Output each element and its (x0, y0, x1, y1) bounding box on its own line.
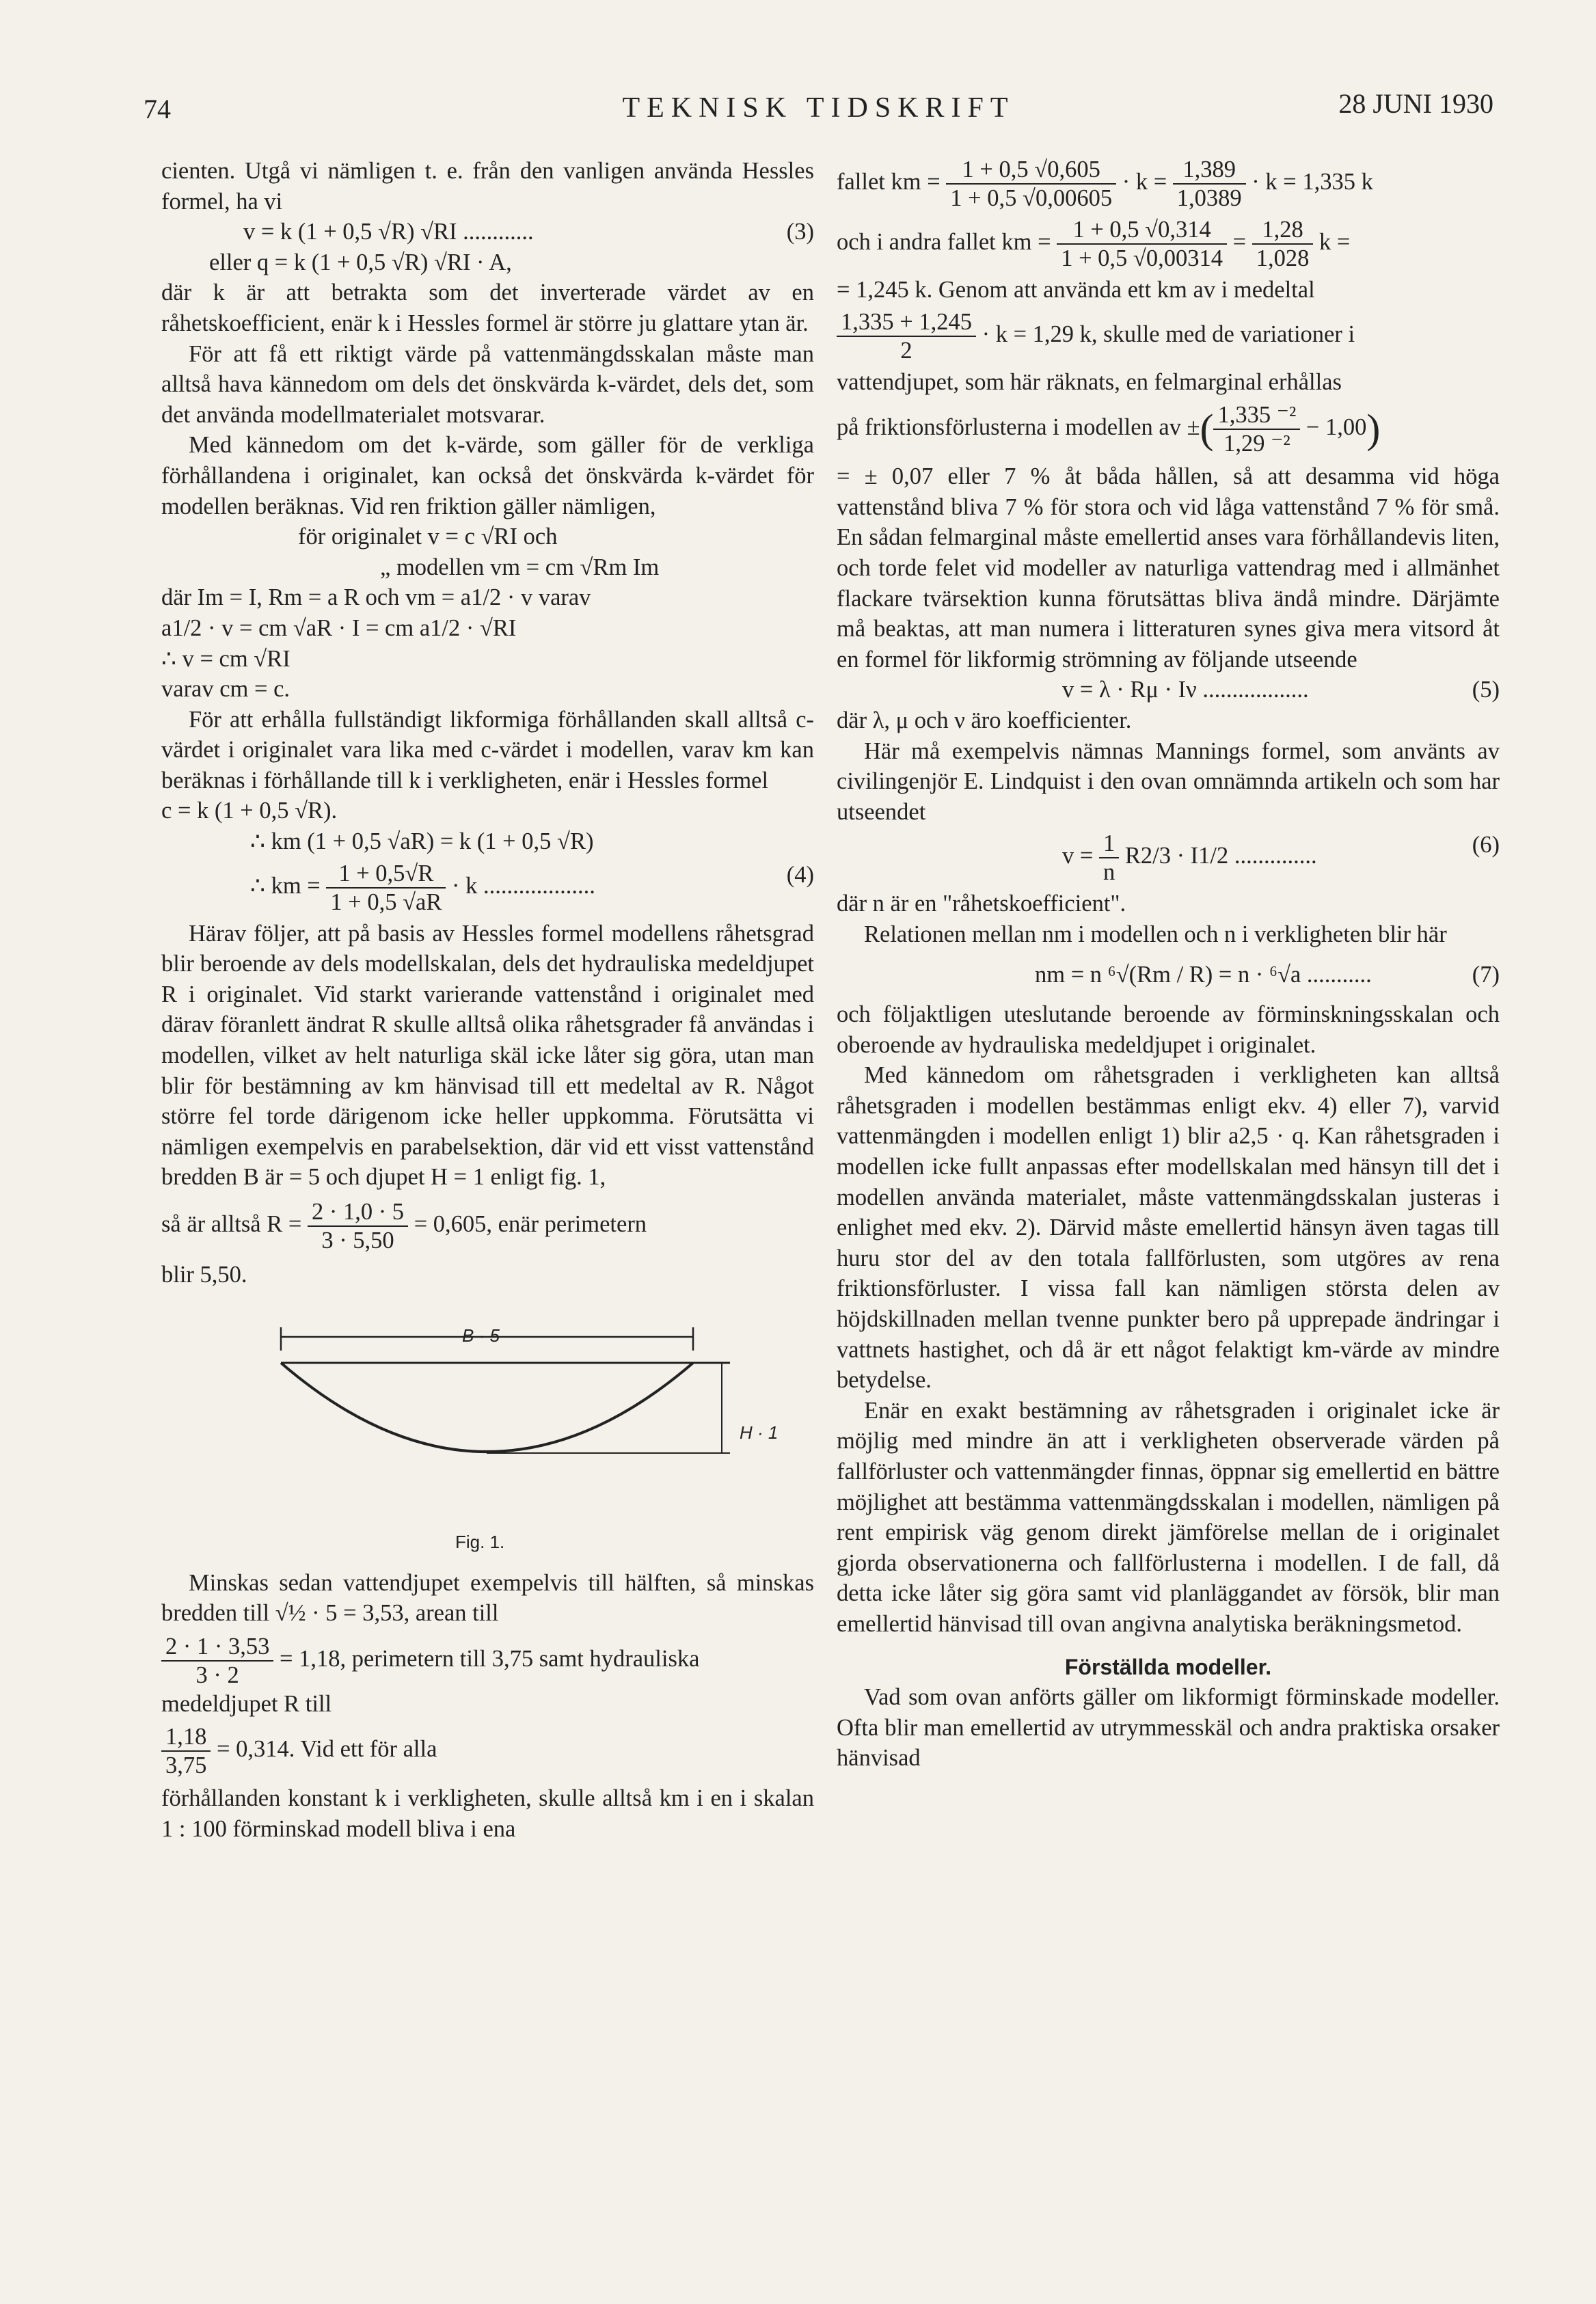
equation-number: (5) (1472, 677, 1500, 703)
paragraph: och följaktligen uteslutande beroende av förminskningsskalan och oberoende av hydrauliska medeldjupet i originalet. (837, 1001, 1500, 1058)
equation-6: v = $\frac{1}{n}$ R2/3 · I1/2 .............. (6) (1062, 830, 1500, 886)
equation-text: ∴ km = (250, 872, 321, 899)
equation-f: varav cm = c. (161, 676, 290, 703)
fraction (1057, 216, 1227, 272)
depth-label: H · 1 (740, 1422, 779, 1443)
paragraph: Relationen mellan nm i modellen och n i verkligheten blir här (864, 921, 1447, 947)
equation-text: − 1,00 (1306, 414, 1367, 441)
equation-area (161, 1633, 814, 1720)
paragraph: där k är att betrakta som det inverterade värdet av en råhetskoefficient, enär k i Hessles formel är större ju glattare ytan är. (161, 280, 814, 336)
equation-text: nm = n ⁶√(Rm / R) = n · ⁶√a (1035, 961, 1301, 988)
equation-text: v = k (1 + 0,5 √R) √RI (243, 219, 457, 245)
equation-text: v = λ · Rμ · Iν (1062, 677, 1197, 703)
paragraph: För att erhålla fullständigt likformiga förhållanden skall alltså c-värdet i originalet vara lika med c-värdet i modellen, varav km kan beräknas i förhållande till k i verkligheten, enär i Hessles formel (161, 706, 814, 794)
fraction (1173, 156, 1246, 212)
denominator: 1,0389 (1176, 185, 1242, 211)
equation-r (161, 1198, 814, 1254)
equation-text: eller q = k (1 + 0,5 √R) √RI · A, (209, 249, 512, 275)
equation-text: = 1,18, perimetern till 3,75 samt hydrauliska medeldjupet R till (161, 1645, 700, 1717)
paragraph: Härav följer, att på basis av Hessles formel modellens råhetsgrad blir beroende av dels modellskalan, dels det hydrauliska medeldjupet R i originalet. Vid starkt varierande vattenstånd i originalet med därav föranlett ändrat R skulle alltså olika råhetsgrader få användas i modellen, vilket av helt naturliga skäl icke låter sig göra, utan man blir för bestämning av km hänvisad till ett medeltal av R. Något större fel torde därigenom icke heller uppkomma. Förutsätta vi nämligen exempelvis en parabelsektion, där vid ett visst vattenstånd bredden B är = 5 och djupet H = 1 enligt fig. 1, (161, 920, 814, 1191)
denominator: n (1103, 859, 1115, 886)
fraction (308, 1198, 408, 1254)
fraction (161, 1723, 211, 1779)
numerator: 2 · 1 · 3,53 (161, 1633, 273, 1662)
equation-text: · k (451, 872, 478, 899)
equation-number: (7) (1472, 961, 1500, 988)
denominator: 2 (900, 337, 912, 364)
paragraph: cienten. Utgå vi nämligen t. e. från den vanligen använda Hessles formel, ha vi (161, 158, 814, 215)
equation-text: så är alltså R = (161, 1210, 302, 1237)
fraction (326, 860, 446, 916)
fraction (1213, 401, 1300, 457)
paragraph: förhållanden konstant k i verkligheten, skulle alltså km i en i skalan 1 : 100 förminskad modell bliva i ena (161, 1785, 814, 1842)
paragraph: vattendjupet, som här räknats, en felmarginal erhållas (837, 368, 1342, 395)
equation-c: där Im = I, Rm = a R och vm = a1/2 · v varav (161, 584, 591, 611)
equation-text: k = (1318, 228, 1351, 255)
paragraph: blir 5,50. (161, 1262, 247, 1288)
paragraph: Minskas sedan vattendjupet exempelvis till hälften, så minskas bredden till √½ · 5 = 3,53, arean till (161, 1569, 814, 1627)
equation-4: ∴ km = $\frac{1 + 0,5√R}{1 + 0,5 √aR}$ · k ................... (4) (250, 860, 814, 915)
issue-date: 28 JUNI 1930 (1338, 88, 1493, 119)
numerator: 1 (1099, 830, 1119, 858)
paragraph: För att få ett riktigt värde på vattenmängdsskalan måste man alltså hava kännedom om dels det önskvärda k-värdet, dels det, som det använda modellmaterialet motsvarar. (161, 340, 814, 428)
paragraph: där n är en "råhetskoefficient". (837, 891, 1126, 917)
denominator: 3 · 2 (195, 1662, 239, 1688)
equation-r1 (837, 156, 1500, 212)
fraction (161, 1633, 273, 1689)
equation-text: v = (1062, 843, 1094, 869)
numerator: 1,389 (1173, 156, 1246, 185)
numerator: 1 + 0,5 √0,314 (1057, 216, 1227, 245)
numerator: 1,28 (1252, 216, 1314, 245)
numerator: 1 + 0,5 √0,605 (946, 156, 1116, 185)
numerator: 2 · 1,0 · 5 (308, 1198, 408, 1227)
equation-text: och i andra fallet km = (837, 228, 1051, 255)
equation-text: fallet km = (837, 168, 941, 195)
equation-g: c = k (1 + 0,5 √R). (161, 798, 338, 824)
equation-text: = 0,605, enär perimetern (414, 1210, 647, 1237)
left-column (161, 156, 814, 1845)
paragraph: Med kännedom om råhetsgraden i verkligheten kan alltså råhetsgraden i modellen bestämmas enligt ekv. 4) eller 7), varvid vattenmängden i modellen enligt 1) blir a2,5 · q. Kan råhetsgraden i modellen icke fullt anpassas efter modellskalan med hänsyn till det i modellen använda materialet, måste vattenmängdsskalan justeras i enlighet med ekv. 2). Därvid måste emellertid hänsyn även tagas till huru stor del av den totala fallförlusten, som utgöres av rena friktionsförluster. I vissa fall kan nämligen största delen av höjdskillnaden mellan tvenne punkter bero på upprepade ändringar i vattnets hastighet, och då är ett något felaktigt km-värde av mindre betydelse. (837, 1062, 1500, 1394)
equation-h: ∴ km (1 + 0,5 √aR) = k (1 + 0,5 √R) (250, 828, 594, 855)
equation-text: på friktionsförlusterna i modellen av ± (837, 414, 1200, 441)
equation-e: ∴ v = cm √RI (161, 645, 290, 672)
numerator: 1 + 0,5√R (326, 860, 446, 889)
journal-title: TEKNISK TIDSKRIFT (622, 92, 1015, 124)
denominator: 1,028 (1256, 245, 1310, 271)
equation-r2 (837, 216, 1500, 272)
fraction (1099, 830, 1119, 886)
denominator: 1 + 0,5 √0,00605 (950, 185, 1113, 211)
equation-r6: på friktionsförlusterna i modellen av ±( $\frac{\text{1,335 ⁻²}}{\text{1,29 ⁻²}}$ − 1,00) (837, 402, 1381, 457)
equation-rr (161, 1723, 814, 1779)
paragraph: Med kännedom om det k-värde, som gäller för de verkliga förhållandena i originalet, kan också det önskvärda k-värdet för modellen beräknas. Vid ren friktion gäller nämligen, (161, 432, 814, 519)
denominator: 3,75 (165, 1752, 207, 1779)
equation-text: · k = 1,29 k, skulle med de variationer i (982, 321, 1355, 347)
fraction (837, 308, 976, 364)
denominator: 1 + 0,5 √aR (330, 889, 442, 915)
numerator: 1,335 ⁻² (1213, 401, 1300, 430)
right-column (837, 156, 1500, 1774)
equation-text: R2/3 · I1/2 (1124, 843, 1229, 869)
paragraph: Här må exempelvis nämnas Mannings formel, som använts av civilingenjör E. Lindquist i den ovan omnämnda artikeln och som har utseendet (837, 737, 1500, 825)
fraction (1252, 216, 1314, 272)
equation-r4 (837, 308, 1500, 364)
equation-d: a1/2 · v = cm √aR · I = cm a1/2 · √RI (161, 614, 517, 641)
equation-number: (6) (1472, 832, 1500, 858)
equation-number: (4) (786, 861, 814, 888)
equation-text: = 0,314. Vid ett för alla (217, 1736, 437, 1763)
page-number: 74 (144, 94, 171, 124)
equation-5: v = λ · Rμ · Iν .................. (5) (837, 675, 1500, 705)
denominator: 3 · 5,50 (321, 1228, 394, 1253)
fraction (946, 156, 1116, 212)
equation-b: „ modellen vm = cm √Rm Im (380, 554, 660, 580)
paragraph: Enär en exakt bestämning av råhetsgraden i originalet icke är möjlig med mindre än att i verkligheten observerade värden på fallförluster och vattenmängder finnas, öppnar sig emellertid en bättre möjlighet att bestämma vattenmängdsskalan i modellen, nämligen på rent empirisk väg genom direkt jämförelse mellan de i originalet gjorda observationerna och fallförlusterna i modellen. I de fall, då detta icke låter sig göra samt vid planläggandet av försök, blir man emellertid hänvisad till ovan angivna analytiska beräkningsmetod. (837, 1397, 1500, 1637)
numerator: 1,18 (161, 1723, 211, 1752)
equation-a: för originalet v = c √RI och (298, 524, 558, 550)
equation-3: v = k (1 + 0,5 √R) √RI ............ (3) (161, 217, 814, 247)
paragraph: där λ, μ och ν äro koefficienter. (837, 707, 1132, 733)
parabola-curve (281, 1363, 693, 1452)
equation-text: = (1232, 228, 1247, 255)
denominator: 1 + 0,5 √0,00314 (1061, 245, 1223, 271)
width-label: B · 5 (462, 1325, 500, 1346)
figure-caption: Fig. 1. (455, 1531, 505, 1552)
numerator: 1,335 + 1,245 (837, 308, 976, 337)
equation-number: (3) (786, 219, 814, 245)
section-heading: Förställda modeller. (1064, 1654, 1272, 1679)
paragraph: = ± 0,07 eller 7 % åt båda hållen, så att desamma vid höga vattenstånd bliva 7 % för stora och vid låga vattenstånd 7 % för små. En sådan felmarginal måste emellertid anses vara förhållandevis liten, och torde felet vid modeller av naturliga vattendrag med i allmänhet flackare tvärsektion kunna förutsättas bliva ändå mindre. Därjämte må beaktas, att man numera i litteraturen synes giva mera vitsord åt en formel för likformig strömning av följande utseende (837, 463, 1500, 673)
equation-7: nm = n ⁶√(Rm / R) = n · ⁶√a ........... (7) (837, 960, 1500, 990)
paragraph: Vad som ovan anförts gäller om likformigt förminskade modeller. Ofta blir man emellertid av utrymmesskäl och andra praktiska orsaker hänvisad (837, 1684, 1500, 1772)
equation-text: · k = (1122, 168, 1167, 195)
page-header (144, 87, 1493, 135)
denominator: 1,29 ⁻² (1223, 431, 1290, 457)
figure-1 (161, 1295, 814, 1568)
paragraph: = 1,245 k. Genom att använda ett km av i medeltal (837, 277, 1315, 303)
equation-3b (161, 247, 814, 278)
equation-text: · k = 1,335 k (1252, 168, 1373, 195)
